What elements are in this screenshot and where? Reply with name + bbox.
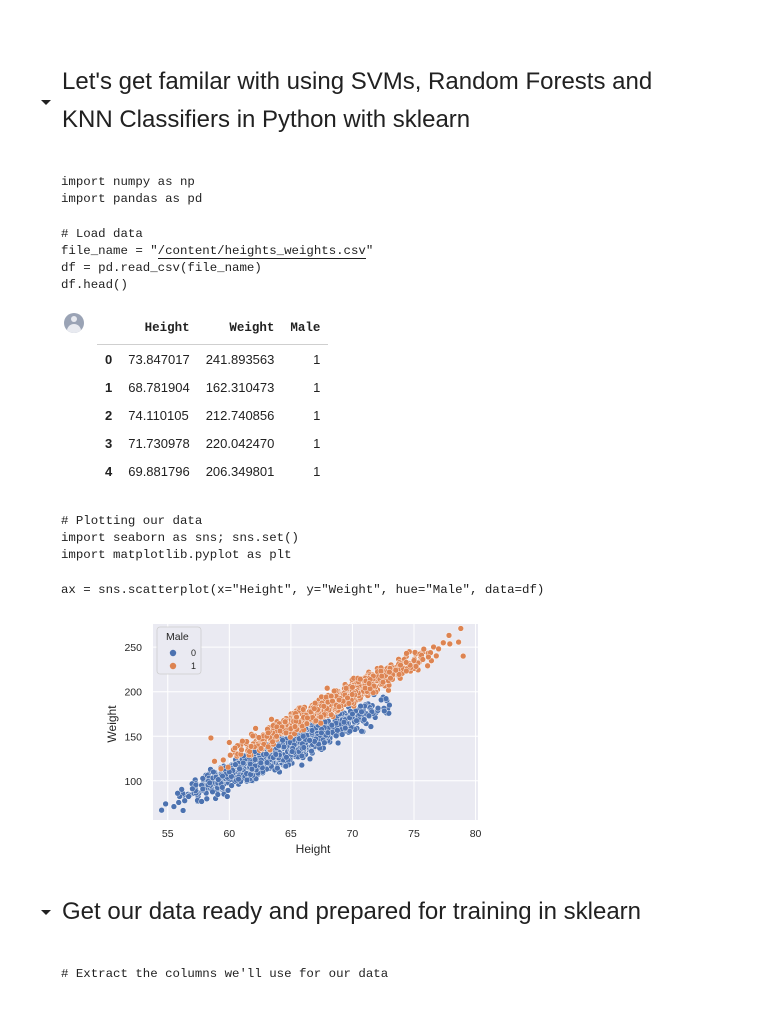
data-point-0 [190,786,196,792]
data-point-1 [321,703,327,709]
data-point-1 [331,688,337,694]
table-row [97,429,328,457]
data-point-0 [383,696,389,702]
table-row [97,345,328,374]
data-point-0 [204,796,210,802]
y-tick-label: 200 [124,686,142,699]
table-index-cell: 0 [105,351,113,367]
table-index-cell: 4 [105,463,113,479]
y-axis-label: Weight [105,705,119,743]
legend-marker-0 [170,650,176,656]
table-cell: 1 [313,379,321,395]
data-point-1 [330,698,336,704]
data-point-0 [368,724,374,730]
data-point-0 [284,754,290,760]
code-line: # Load data [61,226,143,241]
data-point-0 [307,756,313,762]
file-path-link[interactable]: /content/heights_weights.csv [157,243,366,258]
table-header-cell: Male [282,314,328,345]
x-tick-label: 80 [469,828,482,840]
data-point-0 [210,789,216,795]
data-point-0 [354,718,360,724]
data-point-0 [159,807,165,813]
data-point-1 [447,641,453,647]
data-point-0 [219,785,225,791]
data-point-1 [387,669,393,675]
data-point-0 [358,703,364,709]
data-point-0 [299,753,305,759]
data-point-0 [289,749,295,755]
data-point-0 [319,730,325,736]
data-point-1 [458,626,464,632]
y-tick-label: 150 [124,731,142,744]
data-point-1 [240,738,246,744]
data-point-0 [249,766,255,772]
collapse-caret-icon[interactable] [41,910,51,915]
data-point-1 [269,716,275,722]
table-header-cell: Height [120,314,197,345]
section-title-line: Get our data ready and prepared for training in sklearn [62,898,642,925]
code-line: df = pd.read_csv(file_name) [61,261,262,276]
y-tick-label: 250 [124,642,142,655]
table-cell: 68.781904 [128,379,190,395]
data-point-1 [277,728,283,734]
data-point-1 [425,663,431,669]
data-point-1 [265,730,271,736]
data-point-1 [239,747,245,753]
data-point-1 [346,701,352,707]
code-line: import pandas as pd [61,192,203,207]
data-point-1 [232,745,238,751]
table-cell: 206.349801 [205,463,275,479]
data-point-0 [309,748,315,754]
x-tick-label: 60 [223,828,236,840]
table-index-cell: 2 [105,407,113,423]
data-point-1 [403,660,409,666]
data-point-1 [282,719,288,725]
code-line: df.head() [61,278,128,293]
table-header-cell [97,314,120,345]
data-point-1 [220,757,226,763]
data-point-1 [318,714,324,720]
data-point-1 [292,724,298,730]
code-line: ax = sns.scatterplot(x="Height", y="Weight", hue="Male", data=df) [61,582,545,597]
table-cell: 73.847017 [128,351,190,367]
x-axis-label: Height [295,842,331,856]
data-point-0 [244,777,250,783]
x-tick-label: 70 [346,828,359,840]
data-point-1 [398,662,404,668]
table-cell: 241.893563 [205,351,275,367]
table-cell: 1 [313,351,321,367]
data-point-1 [357,676,363,682]
data-point-1 [440,640,446,646]
data-point-1 [420,657,426,663]
legend-marker-1 [170,663,176,669]
table-cell: 74.110105 [128,407,189,423]
data-point-0 [237,766,243,772]
data-point-0 [229,783,235,789]
data-point-0 [273,752,279,758]
legend-label-1: 1 [191,661,197,671]
data-point-1 [379,673,385,679]
data-point-0 [276,743,282,749]
data-point-0 [171,804,177,810]
data-point-1 [256,735,262,741]
data-point-0 [307,738,313,744]
data-point-1 [367,686,373,692]
data-point-0 [329,722,335,728]
data-point-1 [248,744,254,750]
section-title [62,63,652,139]
data-point-1 [300,707,306,713]
data-point-0 [366,713,372,719]
data-point-0 [280,737,286,743]
data-point-0 [224,794,230,800]
data-point-1 [433,653,439,659]
code-line: import matplotlib.pyplot as plt [61,548,292,563]
data-point-1 [411,658,417,664]
data-point-0 [325,730,331,736]
table-index-cell: 3 [105,435,113,451]
code-cell-extract[interactable] [61,966,388,983]
y-tick-label: 100 [124,775,142,788]
data-point-1 [388,675,394,681]
data-point-0 [163,801,169,807]
data-point-1 [304,721,310,727]
data-point-1 [336,697,342,703]
table-cell: 212.740856 [205,407,275,423]
data-point-0 [309,728,315,734]
legend [157,627,201,674]
x-tick-labels [162,828,482,840]
x-tick-label: 75 [408,828,420,840]
data-point-0 [335,728,341,734]
data-point-0 [275,765,281,771]
data-point-1 [350,684,356,690]
section-title-line: KNN Classifiers in Python with sklearn [62,106,471,133]
data-point-1 [421,646,427,652]
data-point-0 [207,780,213,786]
data-point-1 [460,653,466,659]
data-point-1 [436,646,442,652]
table-cell: 1 [313,463,321,479]
legend-title: Male [166,631,189,643]
data-point-0 [361,717,367,723]
data-point-0 [339,732,345,738]
data-point-0 [381,708,387,714]
data-point-1 [426,654,432,660]
table-header-row [97,314,328,345]
data-point-1 [456,639,462,645]
legend-label-0: 0 [191,648,197,658]
collapse-caret-icon[interactable] [41,100,51,105]
data-point-0 [359,728,365,734]
data-point-0 [387,702,393,708]
data-point-0 [375,705,381,711]
code-line: " [365,243,374,258]
table-cell: 71.730978 [128,435,190,451]
data-point-0 [341,719,347,725]
code-cell-load-data[interactable] [61,174,373,294]
y-tick-labels [124,642,142,788]
table-cell: 1 [313,407,321,423]
data-point-1 [225,764,231,770]
data-point-0 [300,733,306,739]
data-point-1 [312,700,318,706]
data-point-1 [343,685,349,691]
dataframe-table [97,314,328,485]
data-point-1 [265,744,271,750]
data-point-1 [253,726,259,732]
table-header-cell: Weight [198,314,283,345]
data-point-0 [180,808,186,814]
data-point-1 [305,715,311,721]
data-point-0 [176,800,182,806]
data-point-0 [215,777,221,783]
data-point-1 [208,735,214,741]
code-line: # Extract the columns we'll use for our data [61,967,389,981]
code-line: import numpy as np [61,175,195,189]
data-point-0 [322,740,328,746]
table-row [97,373,328,401]
data-point-1 [227,752,233,758]
data-point-1 [380,679,386,685]
code-line: import seaborn as sns; sns.set() [61,531,299,546]
data-point-1 [212,758,218,764]
data-point-1 [349,692,355,698]
data-point-0 [225,788,231,794]
data-point-0 [199,799,205,805]
data-point-1 [274,733,280,739]
data-point-0 [333,733,339,739]
data-point-1 [336,704,342,710]
output-avatar-icon[interactable] [64,313,84,333]
data-point-1 [226,740,232,746]
data-point-1 [258,746,264,752]
data-point-0 [335,740,341,746]
data-point-0 [342,725,348,731]
data-point-0 [283,763,289,769]
table-row [97,401,328,429]
scatter-chart [100,620,490,865]
data-point-1 [446,633,452,639]
data-point-0 [215,792,221,798]
data-point-1 [403,668,409,674]
data-point-0 [301,745,307,751]
data-point-1 [404,651,410,657]
data-point-0 [359,709,365,715]
data-point-0 [258,760,264,766]
data-point-1 [283,730,289,736]
data-point-1 [270,739,276,745]
data-point-1 [294,714,300,720]
data-point-0 [350,711,356,717]
data-point-1 [311,706,317,712]
code-cell-plot[interactable] [61,513,544,599]
data-point-1 [250,733,256,739]
data-point-1 [218,766,224,772]
code-line: file_name = " [61,243,158,258]
section-title-line: Let's get familar with using SVMs, Random Forests and [62,68,653,95]
code-line: # Plotting our data [61,514,203,528]
data-point-0 [264,760,270,766]
table-cell: 220.042470 [205,435,275,451]
data-point-0 [252,757,258,763]
data-point-1 [413,664,419,670]
table-cell: 1 [313,435,321,451]
data-point-0 [299,762,305,768]
data-point-0 [175,790,181,796]
table-row [97,457,328,485]
data-point-0 [281,744,287,750]
table-cell: 69.881796 [128,463,190,479]
table-index-cell: 1 [105,379,113,395]
data-point-0 [236,776,242,782]
x-tick-label: 55 [161,828,174,840]
data-point-1 [393,667,399,673]
data-point-1 [366,681,372,687]
data-point-0 [182,798,188,804]
section-title [62,893,641,931]
x-tick-label: 65 [285,828,297,840]
table-cell: 162.310473 [205,379,275,395]
data-point-1 [324,685,330,691]
data-point-1 [318,720,324,726]
data-point-0 [200,786,206,792]
